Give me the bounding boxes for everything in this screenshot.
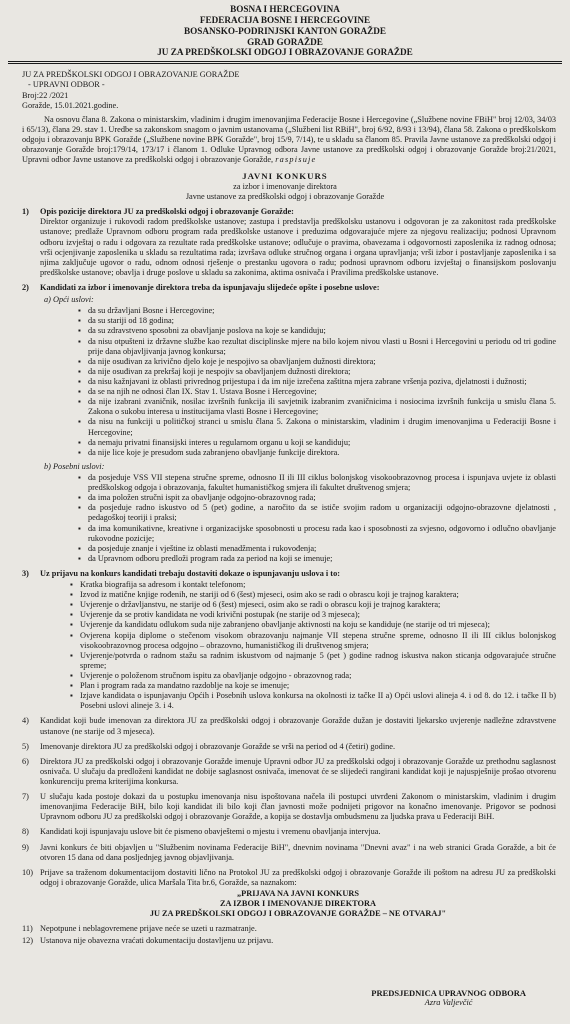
section-4 xyxy=(22,716,556,736)
meta-org: JU ZA PREDŠKOLSKI ODGOJ I OBRAZOVANJE GORAŽDE xyxy=(22,70,240,80)
signature-name: Azra Valjevčić xyxy=(424,998,473,1008)
section-heading: Uz prijavu na konkurs kandidati trebaju dostaviti dokaze o ispunjavanju uslova i to: xyxy=(40,568,340,578)
envelope-line-1: „PRIJAVA NA JAVNI KONKURS xyxy=(237,889,359,898)
section-number: 11) xyxy=(22,924,33,934)
list-item: ▪ da nisu otpušteni iz državne službe kao rezultat disciplinske mjere na bilo kojem nivou vlasti u Bosni i Hercegovini u periodu od tri godine prije dana objavljivanja javnog konkursa; xyxy=(88,337,556,357)
document-meta xyxy=(22,70,562,110)
header-federation: FEDERACIJA BOSNE I HERCEGOVINE xyxy=(199,14,371,25)
section-text: Prijave sa traženom dokumentacijom dostaviti lično na Protokol JU za predškolski odgoj i obrazovanje Goražde ili poštom na adresu JU za predškolski odgoj i obrazovanje Goražde, ulica Maršala Tita br.6, Goražde, sa naznakom: xyxy=(40,867,556,887)
list-item: ▪ da nije lice koje je presudom suda zabranjeno obavljanje funkcije direktora. xyxy=(88,448,556,458)
meta-dept: - UPRAVNI ODBOR - xyxy=(28,80,105,90)
section-text: Ustanova nije obavezna vraćati dokumentaciju dostavljenu uz prijavu. xyxy=(40,936,274,946)
section-text: Kandidati koji ispunjavaju uslove bit će pismeno obavještemi o mjestu i vremenu obavljanja intervjua. xyxy=(40,827,381,837)
special-conditions xyxy=(44,462,556,564)
signature-block xyxy=(371,988,526,1008)
special-conditions-list xyxy=(44,473,556,564)
section-text: Direktor organizuje i rukovodi radom predškolske ustanove; zastupa i predstavlja predškolsku ustanovu i odgovoran je za zakonitost rada predškolske ustanove; predlaže Upravnom odboru program rada predškolske ustanove i preduzima odgovarajuće mjere za njegovu realizaciju; podnosi Upravnom odboru izvještaj o radu i odgovara za rezultate rada predškolske ustanove; odlučuje o pravima, obavezama i odgovornosti zaposlenika iz radnog odnosa; vrši ocjenjivanje zaposlenika u skladu sa rezultatima rada; izvršava odluke stručnog organa i organa upravljanja; vrši izbor i postavljanje zaposlenika i sa njima zaključuje ugovor o radu, odnom odnosi rješenje o prestanku ugovora o radu; podnosi upravnom odboru izvještaj o finansijskom poslovanju predškolske ustanove; obavlja i druge poslove u skladu sa zakonima, aktima osnivača i Pravilima predškolske ustanove. xyxy=(40,217,556,277)
section-7 xyxy=(22,792,556,822)
header-city: GRAD GORAŽDE xyxy=(247,36,323,47)
section-number: 6) xyxy=(22,756,29,766)
list-item: ▪ da nije osuđivan za prekršaj koji je nespojiv sa obavljanjem dužnosti direktora; xyxy=(88,367,556,377)
special-conditions-label: b) Posebni uslovi: xyxy=(44,461,105,471)
section-text: Kandidat koji bude imenovan za direktora JU za predškolski odgoj i obrazovanje Goražde dužan je dostaviti ljekarsko uvjerenje nadležne zdravstvene ustanove (ne starije od 3 mjeseca). xyxy=(40,716,556,736)
list-item: ▪ Ovjerena kopija diplome o stečenom visokom obrazovanju najmanje VII stepena stručne spreme, odnosno II ili III ciklus bolonjskog visokoobrazovnog procesa odgojno – obrazovno, humanističkog ili društvenog smjera; xyxy=(80,631,556,651)
list-item: ▪ da nemaju privatni finansijski interes u regularnom organu u koji se kandiduju; xyxy=(88,438,556,448)
section-6 xyxy=(22,757,556,787)
list-item: ▪ da nisu kažnjavani iz oblasti privrednog prijestupa i da im nije izrečena zaštitna mjera zabrane vršenja poziva, djelatnosti i dužnosti; xyxy=(88,377,556,387)
section-heading: Kandidati za izbor i imenovanje direktora treba da ispunjavaju slijedeće opšte i posebne uslove: xyxy=(40,282,380,292)
section-text: U slučaju kada postoje dokazi da u postupku imenovanja nisu ispoštovana načela ili postupci utvrđeni Zakonom o ministarskim, vladinim i drugim imenovanjima Federacije BiH, bilo koji kandidat ili bilo koji član javnosti može podnijeti prigovor na konačno imenovanje. Prigovor se podnosi Upravnom odboru JU za predškolski odgoj i obrazovanje Goražde, a kopija se dostavlja ombudsmenu za ljudska prava u Federaciji BiH. xyxy=(40,792,556,822)
section-12 xyxy=(22,936,556,946)
list-item: ▪ Uvjerenje o položenom stručnom ispitu za obavljanje odgojno - obrazovnog rada; xyxy=(80,671,556,681)
list-item: ▪ da ima položen stručni ispit za obavljanje odgojno-obrazovnog rada; xyxy=(88,493,556,503)
list-item: ▪ Kratka biografija sa adresom i kontakt telefonom; xyxy=(80,580,556,590)
section-text: Javni konkurs će biti objavljen u "Službenim novinama Federacije BiH", dnevnim novinama "Dnevni avaz" i na web stranici Grada Goražde, a bit će otvoren 15 dana od dana posljednjeg javnog objavljivanja. xyxy=(40,842,556,862)
meta-number: Broj:22 /2021 xyxy=(22,90,69,100)
section-text: Direktora JU za predškolski odgoj i obrazovanje Goražde imenuje Upravni odbor JU za predškolski odgoj i obrazovanje Goražde uz prethodnu saglasnost osnivača. U slučaju da predloženi kandidat ne dobije saglasnost osnivača, imenovat će se slijedeći rangirani kandidat koji je najuspješnije prošao otvorenu konkurenciju prema kriterijima konkursa. xyxy=(40,756,556,787)
section-number: 10) xyxy=(22,867,34,877)
list-item: ▪ da posjeduje VSS VII stepena stručne spreme, odnosno II ili III ciklus bolonjskog visokoobrazovnog procesa i ispunjava uvjete iz oblasti predškolskog odgoja i obrazovanja, fakultet humanističkog smjera ili fakultet društvenog smjera; xyxy=(88,473,556,493)
header-rule-thin xyxy=(8,63,562,64)
section-number: 5) xyxy=(22,741,29,751)
general-conditions xyxy=(44,295,556,458)
meta-date: Goražde, 15.01.2021.godine. xyxy=(22,100,119,110)
envelope-line-2: ZA IZBOR I IMENOVANJE DIREKTORA xyxy=(220,899,376,909)
list-item: ▪ da nije osuđivan za krivično djelo koje je nespojivo sa obavljanjem dužnosti direktora; xyxy=(88,357,556,367)
section-3 xyxy=(22,569,556,712)
section-text: Imenovanje direktora JU za predškolski odgoj i obrazovanje Goražde se vrši na period od 4 (četiri) godine. xyxy=(40,741,396,751)
section-heading: Opis pozicije direktora JU za predškolski odgoj i obrazovanje Goražde: xyxy=(40,207,294,217)
section-number: 7) xyxy=(22,792,29,802)
list-item: ▪ da nisu na funkciji u političkoj stranci u smislu člana 5. Zakona o ministarskim, vladinim i drugim imenovanjima u Federaciji Bosne i Hercegovine; xyxy=(88,417,556,437)
section-10 xyxy=(22,868,556,920)
list-item: ▪ Plan i program rada za mandatno razdoblje na koje se imenuje; xyxy=(80,681,556,691)
list-item: ▪ da ima komunikativne, kreativne i organizacijske sposobnosti u procesu rada kao i sposobnosti za svjesno, odgovorno i odlučno obavljanje rukovodne pozicije; xyxy=(88,524,556,544)
list-item: ▪ Izjave kandidata o ispunjavanju Općih i Posebnih uslova konkursa na okolnosti iz tačke II a) Opći uslovi alineja 4. i od 8. do 12. i tačke II b) Posebni uslovi alineje 3. i 4. xyxy=(80,691,556,711)
document-subtitle-1: za izbor i imenovanje direktora xyxy=(233,182,337,191)
section-text: Nepotpune i neblagovremene prijave neće se uzeti u razmatranje. xyxy=(40,924,257,934)
section-number: 1) xyxy=(22,207,29,217)
list-item: ▪ da Upravnom odboru predloži program rada za period na koji se imenuje; xyxy=(88,554,556,564)
list-item: ▪ da su stariji od 18 godina; xyxy=(88,316,556,326)
list-item: ▪ da se na njih ne odnosi član IX. Stav 1. Ustava Bosne i Hercegovine; xyxy=(88,387,556,397)
section-number: 12) xyxy=(22,936,34,946)
general-conditions-label: a) Opći uslovi: xyxy=(44,295,94,305)
envelope-notation xyxy=(40,889,556,919)
general-conditions-list xyxy=(44,306,556,458)
list-item: ▪ Uvjerenje da se protiv kandidata ne vodi krivični postupak (ne starije od 3 mjeseca); xyxy=(80,610,556,620)
section-number: 2) xyxy=(22,282,29,292)
section-8 xyxy=(22,827,556,837)
section-11 xyxy=(22,924,556,934)
list-item: ▪ da posjeduje znanje i vještine iz oblasti menadžmenta i rukovođenja; xyxy=(88,544,556,554)
header-country: BOSNA I HERCEGOVINA xyxy=(230,4,340,14)
document-header xyxy=(8,4,562,58)
list-item: ▪ Uvjerenje o državljanstvu, ne starije od 6 (šest) mjeseci, osim ako se radi o obrascu koji je trajnog karaktera; xyxy=(80,600,556,610)
section-number: 8) xyxy=(22,827,29,837)
signature-title: PREDSJEDNICA UPRAVNOG ODBORA xyxy=(371,988,526,998)
header-institution: JU ZA PREDŠKOLSKI ODGOJ I OBRAZOVANJE GORAŽDE xyxy=(157,47,413,58)
intro-paragraph xyxy=(22,115,556,166)
intro-raspisuje: raspisuje xyxy=(275,155,317,165)
section-5 xyxy=(22,742,556,752)
list-item: ▪ Izvod iz matične knjige rođenih, ne stariji od 6 (šest) mjeseci, osim ako se radi o obrascu koji je trajnog karaktera; xyxy=(80,590,556,600)
list-item: ▪ Uvjerenje da kandidatu odlukom suda nije zabranjeno obavljanje aktivnosti na koju se kandiduje (ne starije od tri mjeseca); xyxy=(80,620,556,630)
list-item: ▪ da posjeduje radno iskustvo od 5 (pet) godine, a naročito da se ističe svojim radom u organizaciji odgojno-obrazovne djelatnosti , pedagoškoj teoriji i praksi; xyxy=(88,503,556,523)
section-9 xyxy=(22,843,556,863)
section-2 xyxy=(22,283,556,564)
section-number: 9) xyxy=(22,842,29,852)
envelope-line-3: JU ZA PREDŠKOLSKI ODGOJ I OBRAZOVANJE GORAŽDE – NE OTVARAJ" xyxy=(149,909,447,919)
section-number: 4) xyxy=(22,716,29,726)
document-subtitle-2: Javne ustanove za predškolski odgoj i obrazovanje Goražde xyxy=(185,192,385,202)
header-rule xyxy=(8,61,562,62)
header-canton: BOSANSKO-PODRINJSKI KANTON GORAŽDE xyxy=(184,25,386,36)
list-item: ▪ da su državljani Bosne i Hercegovine; xyxy=(88,306,556,316)
document-title: JAVNI KONKURS xyxy=(242,171,328,182)
section-1 xyxy=(22,207,556,278)
intro-text: Na osnovu člana 8. Zakona o ministarskim, vladinim i drugim imenovanjima Federacije Bosne i Hercegovine („Službene novine FBiH" broj 12/03, 34/03 i 65/13), člana 29. stav 1. Uredbe sa zakonskom snagom o javnim ustanovama („Službeni list RBiH", broj 6/92, 8/93 i 13/94), člana 58. Zakona o predškolskom odgoju i obrazovanju BPK Goražde („Službene novine BPK Goražde", broj 15/9, 7/14), te u skladu sa članom 85. Pravila Javne ustanove za predškolski odgoj i obrazovanje Goražde broj:179/14, 173/17 i članom 1. Odluke Upravnog odbora Javne ustanove za predškolski odgoj i obrazovanje Goražde broj:21/2021, Upravni odbor Javne ustanove za predškolski odgoj i obrazovanje Goražde, xyxy=(22,114,556,165)
required-documents-list xyxy=(40,580,556,711)
list-item: ▪ Uvjerenje/potvrda o radnom stažu sa radnim iskustvom od najmanje 5 (pet ) godine radnog iskustva nakon sticanja odgovarajuće stručne spreme; xyxy=(80,651,556,671)
section-number: 3) xyxy=(22,568,29,578)
list-item: ▪ da su zdravstveno sposobni za obavljanje poslova na koje se kandiduju; xyxy=(88,326,556,336)
list-item: ▪ da nije izabrani zvaničnik, nosilac izvršnih funkcija ili savjetnik izabranim zvaničnicima i nosiocima izvršnih funkcija u smislu člana 5. Zakona o sukobu interesa u institucijama vlasti Bosne i Hercegovine; xyxy=(88,397,556,417)
